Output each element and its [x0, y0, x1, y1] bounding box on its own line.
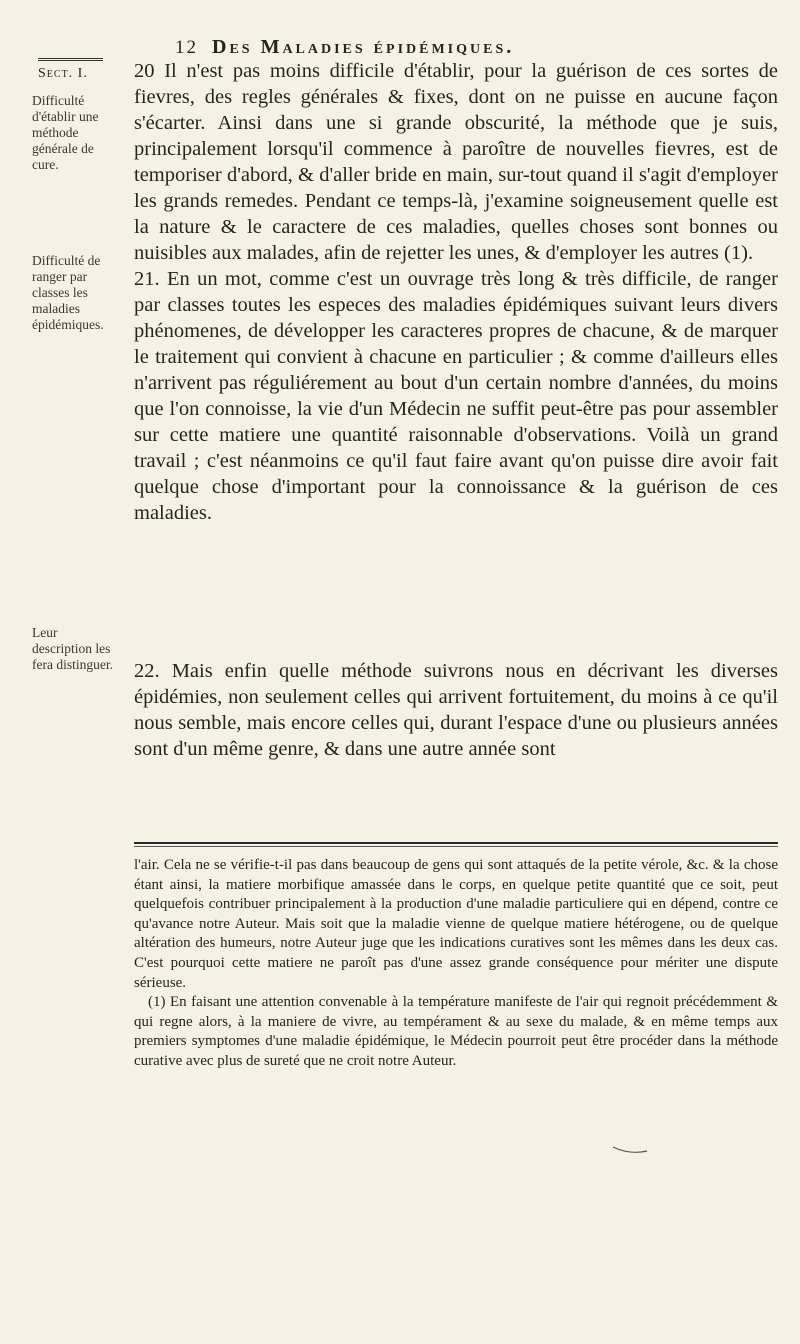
- margin-note: Difficulté de ranger par classes les maladies épidémiques.: [32, 253, 104, 332]
- paragraph-text: 22. Mais enfin quelle méthode suivrons nous en décrivant les diverses épidémies, non seulement celles qui arrivent fortuitement, du moins à ce qu'il nous semble, mais encore celles qui, durant l'espace d'une ou plusieurs années sont d'un même genre, & dans une autre année sont: [134, 660, 778, 760]
- running-head: [175, 36, 775, 59]
- paragraph-21: [134, 266, 778, 526]
- paragraph-text: 21. En un mot, comme c'est un ouvrage très long & très difficile, de ranger par classes toutes les especes des maladies épidémiques suivant leurs divers phénomenes, de développer les caracteres propres de chacune, & de marquer le traitement qui convient à chacune en particulier ; & comme d'ailleurs elles n'arrivent pas réguliérement au bout d'un certain nombre d'années, du moins que l'on connoisse, la vie d'un Médecin ne suffit peut-être pas pour assembler sur cette matiere une quantité raisonnable d'observations. Voilà un grand travail ; c'est néanmoins ce qu'il faut faire avant qu'on puisse dire avoir fait quelque chose d'important pour la connoissance & la guérison de ces maladies.: [134, 268, 778, 524]
- section-rule: [38, 58, 103, 61]
- end-mark-flourish: [612, 1145, 648, 1155]
- section-label: Sect. I.: [38, 66, 88, 81]
- paragraph-20: [134, 58, 778, 266]
- paragraph-22: [134, 658, 778, 762]
- margin-note: Difficulté d'établir une méthode générale de cure.: [32, 93, 99, 172]
- margin-note: Leur description les fera distinguer.: [32, 625, 113, 672]
- footnote-divider: [134, 842, 778, 844]
- paragraph-text: 20 Il n'est pas moins difficile d'établir, pour la guérison de ces sortes de fievres, des regles générales & fixes, dont on ne puisse en aucune façon s'écarter. Ainsi dans une si grande obscurité, la méthode que je suis, principalement lorsqu'il commence à paroître de nouvelles fievres, est de temporiser d'abord, & d'aller bride en main, sur-tout quand il s'agit d'employer les grands remedes. Pendant ce temps-là, j'examine soigneusement quelle est la nature & le caractere de ces maladies, quelles choses sont bonnes ou nuisibles aux malades, afin de rejetter les unes, & d'employer les autres (1).: [134, 60, 778, 264]
- footnote-1: (1) En faisant une attention convenable à la température manifeste de l'air qui regnoit précédemment & qui regne alors, à la maniere de vivre, au tempérament & au sexe du malade, & en même temps aux premiers symptomes d'une maladie épidémique, le Médecin pourroit peut être procéder dans la méthode curative avec plus de sureté que ne croit notre Auteur.: [134, 994, 778, 1069]
- footnotes: [134, 856, 778, 1072]
- page-title: Des Maladies épidémiques.: [212, 36, 515, 58]
- footnote-continuation: l'air. Cela ne se vérifie-t-il pas dans beaucoup de gens qui sont attaqués de la petite vérole, &c. & la chose étant ainsi, la matiere morbifique amassée dans le corps, en quelque petite quantité que ce soit, peut quelquefois contribuer principalement à la production d'une maladie particuliere qui en dépend, contre ce qu'avance notre Auteur. Mais soit que la maladie vienne de quelque matiere hétérogene, ou de quelque altération des humeurs, notre Auteur juge que les indications curatives sont les mêmes dans les deux cas. C'est pourquoi cette matiere ne paroît pas d'une assez grande conséquence pour mériter une dispute sérieuse.: [134, 857, 778, 991]
- page-number: 12: [175, 37, 198, 58]
